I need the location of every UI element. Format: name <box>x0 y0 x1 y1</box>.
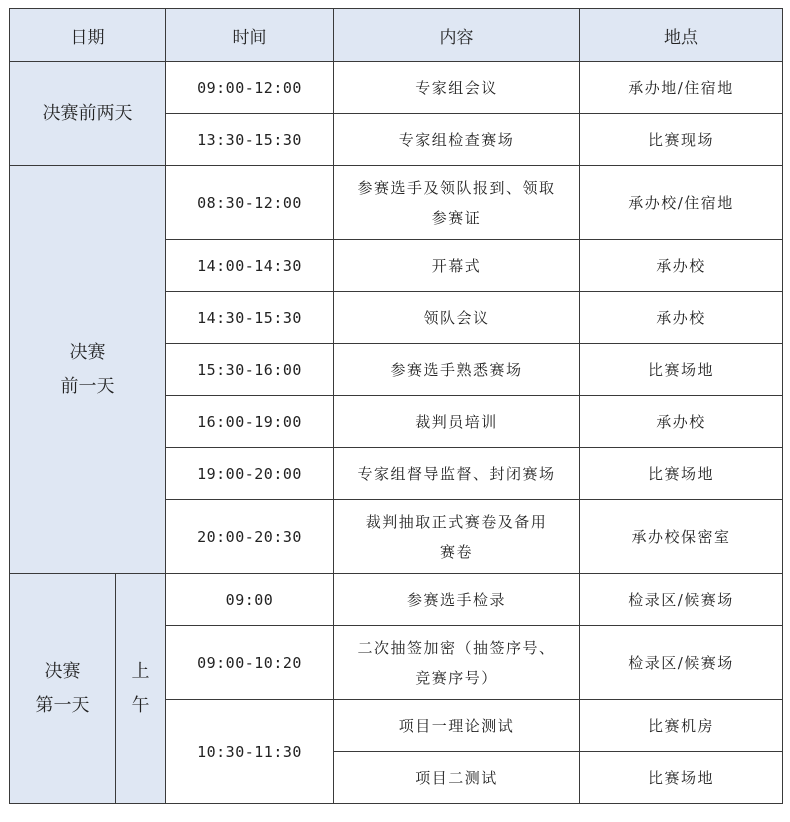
morning-label-line2: 午 <box>131 694 150 716</box>
header-row <box>10 9 783 62</box>
content-cell <box>334 626 580 700</box>
content-cell: 专家组会议 <box>334 62 580 114</box>
time-cell: 14:00-14:30 <box>166 240 334 292</box>
content-line1: 裁判抽取正式赛卷及备用 <box>365 512 548 531</box>
content-cell: 专家组督导监督、封闭赛场 <box>334 448 580 500</box>
content-cell: 项目二测试 <box>334 752 580 804</box>
day-label-line1: 决赛 <box>69 341 106 363</box>
header-content: 内容 <box>334 9 580 62</box>
place-cell: 检录区/候赛场 <box>580 574 783 626</box>
time-cell: 08:30-12:00 <box>166 166 334 240</box>
time-cell: 10:30-11:30 <box>166 700 334 804</box>
content-cell: 领队会议 <box>334 292 580 344</box>
place-cell: 承办校 <box>580 396 783 448</box>
morning-label-line1: 上 <box>131 660 150 682</box>
place-cell: 比赛场地 <box>580 344 783 396</box>
content-cell: 专家组检查赛场 <box>334 114 580 166</box>
day-cell-first-day <box>10 574 116 804</box>
place-cell: 承办校保密室 <box>580 500 783 574</box>
time-cell: 20:00-20:30 <box>166 500 334 574</box>
day-cell-two-days-before: 决赛前两天 <box>10 62 166 166</box>
time-cell: 16:00-19:00 <box>166 396 334 448</box>
header-date: 日期 <box>10 9 166 62</box>
content-cell: 裁判员培训 <box>334 396 580 448</box>
place-cell: 比赛现场 <box>580 114 783 166</box>
time-cell: 09:00-12:00 <box>166 62 334 114</box>
content-cell: 参赛选手检录 <box>334 574 580 626</box>
time-cell: 13:30-15:30 <box>166 114 334 166</box>
content-cell <box>334 500 580 574</box>
content-cell: 项目一理论测试 <box>334 700 580 752</box>
content-line2: 赛卷 <box>439 542 473 561</box>
place-cell: 承办地/住宿地 <box>580 62 783 114</box>
header-place: 地点 <box>580 9 783 62</box>
place-cell: 承办校/住宿地 <box>580 166 783 240</box>
day-label-line2: 前一天 <box>60 375 115 397</box>
time-cell: 19:00-20:00 <box>166 448 334 500</box>
content-cell <box>334 166 580 240</box>
place-cell: 检录区/候赛场 <box>580 626 783 700</box>
place-cell: 比赛机房 <box>580 700 783 752</box>
place-cell: 承办校 <box>580 292 783 344</box>
header-time: 时间 <box>166 9 334 62</box>
table-row <box>10 166 783 240</box>
content-cell: 开幕式 <box>334 240 580 292</box>
content-line1: 二次抽签加密（抽签序号、 <box>357 638 556 657</box>
day-label-line2: 第一天 <box>35 694 90 716</box>
content-line1: 参赛选手及领队报到、领取 <box>357 178 556 197</box>
day-cell-one-day-before <box>10 166 166 574</box>
time-cell: 14:30-15:30 <box>166 292 334 344</box>
time-cell: 15:30-16:00 <box>166 344 334 396</box>
schedule-table <box>9 8 783 804</box>
table-row <box>10 62 783 114</box>
content-cell: 参赛选手熟悉赛场 <box>334 344 580 396</box>
time-cell: 09:00-10:20 <box>166 626 334 700</box>
time-cell: 09:00 <box>166 574 334 626</box>
day-label-line1: 决赛 <box>44 660 81 682</box>
place-cell: 比赛场地 <box>580 752 783 804</box>
content-line2: 参赛证 <box>431 208 482 227</box>
place-cell: 承办校 <box>580 240 783 292</box>
table-row <box>10 574 783 626</box>
place-cell: 比赛场地 <box>580 448 783 500</box>
morning-cell <box>116 574 166 804</box>
content-line2: 竞赛序号） <box>415 668 498 687</box>
